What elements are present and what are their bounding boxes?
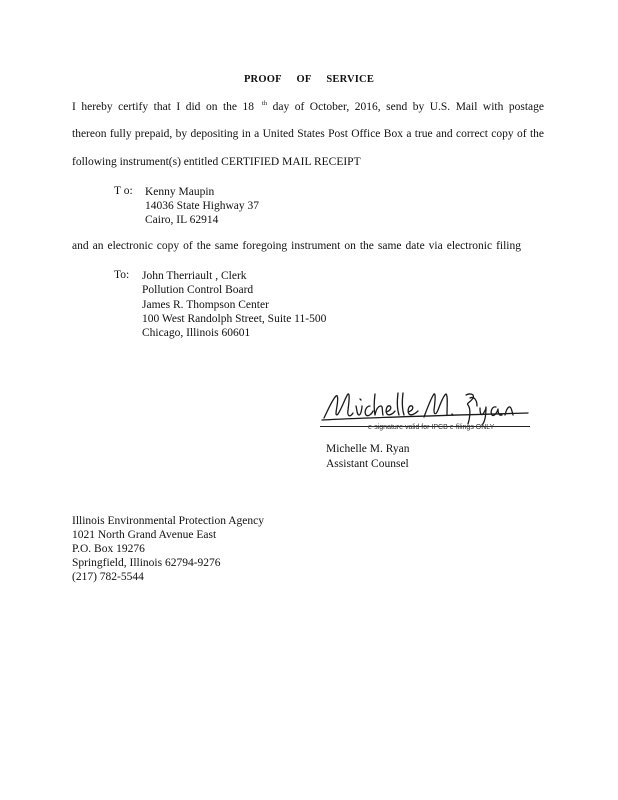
- signature-block: [320, 384, 535, 436]
- recipient-1-address: [145, 185, 259, 227]
- address-line: 100 West Randolph Street, Suite 11-500: [142, 312, 327, 325]
- signer-title: Assistant Counsel: [326, 457, 409, 470]
- signer-block: [326, 442, 410, 471]
- title-word: PROOF: [243, 74, 282, 85]
- address-line: James R. Thompson Center: [142, 298, 269, 311]
- title-word: OF: [296, 74, 312, 85]
- day-suffix: th: [262, 100, 268, 107]
- recipient-2-label: To:: [114, 269, 130, 281]
- recipient-1-label: T o:: [114, 185, 133, 197]
- certification-line-1: [72, 100, 544, 113]
- title-word: SERVICE: [326, 74, 375, 85]
- document-title: [0, 74, 618, 85]
- address-line: Chicago, Illinois 60601: [142, 327, 251, 340]
- certification-line-2: thereon fully prepaid, by depositing in a United States Post Office Box a true and correct copy of the: [72, 128, 544, 140]
- address-line: Pollution Control Board: [142, 284, 254, 297]
- certify-text-cont: day of October, 2016, send by U.S. Mail with postage: [272, 101, 544, 113]
- address-line: Cairo, IL 62914: [145, 214, 219, 226]
- certification-line-3: following instrument(s) entitled CERTIFIED MAIL RECEIPT: [72, 156, 361, 168]
- address-line: 14036 State Highway 37: [145, 200, 260, 212]
- address-line: John Therriault , Clerk: [142, 270, 247, 282]
- agency-line: (217) 782-5544: [72, 571, 144, 583]
- agency-line: 1021 North Grand Avenue East: [72, 529, 217, 541]
- recipient-2-address: [142, 269, 326, 340]
- agency-line: P.O. Box 19276: [72, 543, 145, 555]
- electronic-filing-line: and an electronic copy of the same foregoing instrument on the same date via electronic filing: [72, 240, 521, 252]
- e-signature-note: e-signature valid for IPCB e-filings ONLY: [368, 424, 495, 431]
- handwritten-signature-icon: [320, 384, 535, 428]
- agency-address: [72, 514, 264, 584]
- signer-name: Michelle M. Ryan: [326, 443, 410, 455]
- agency-line: Illinois Environmental Protection Agency: [72, 515, 264, 527]
- agency-line: Springfield, Illinois 62794-9276: [72, 557, 221, 569]
- certify-text: I hereby certify that I did on the 18: [72, 101, 255, 113]
- address-line: Kenny Maupin: [145, 186, 215, 198]
